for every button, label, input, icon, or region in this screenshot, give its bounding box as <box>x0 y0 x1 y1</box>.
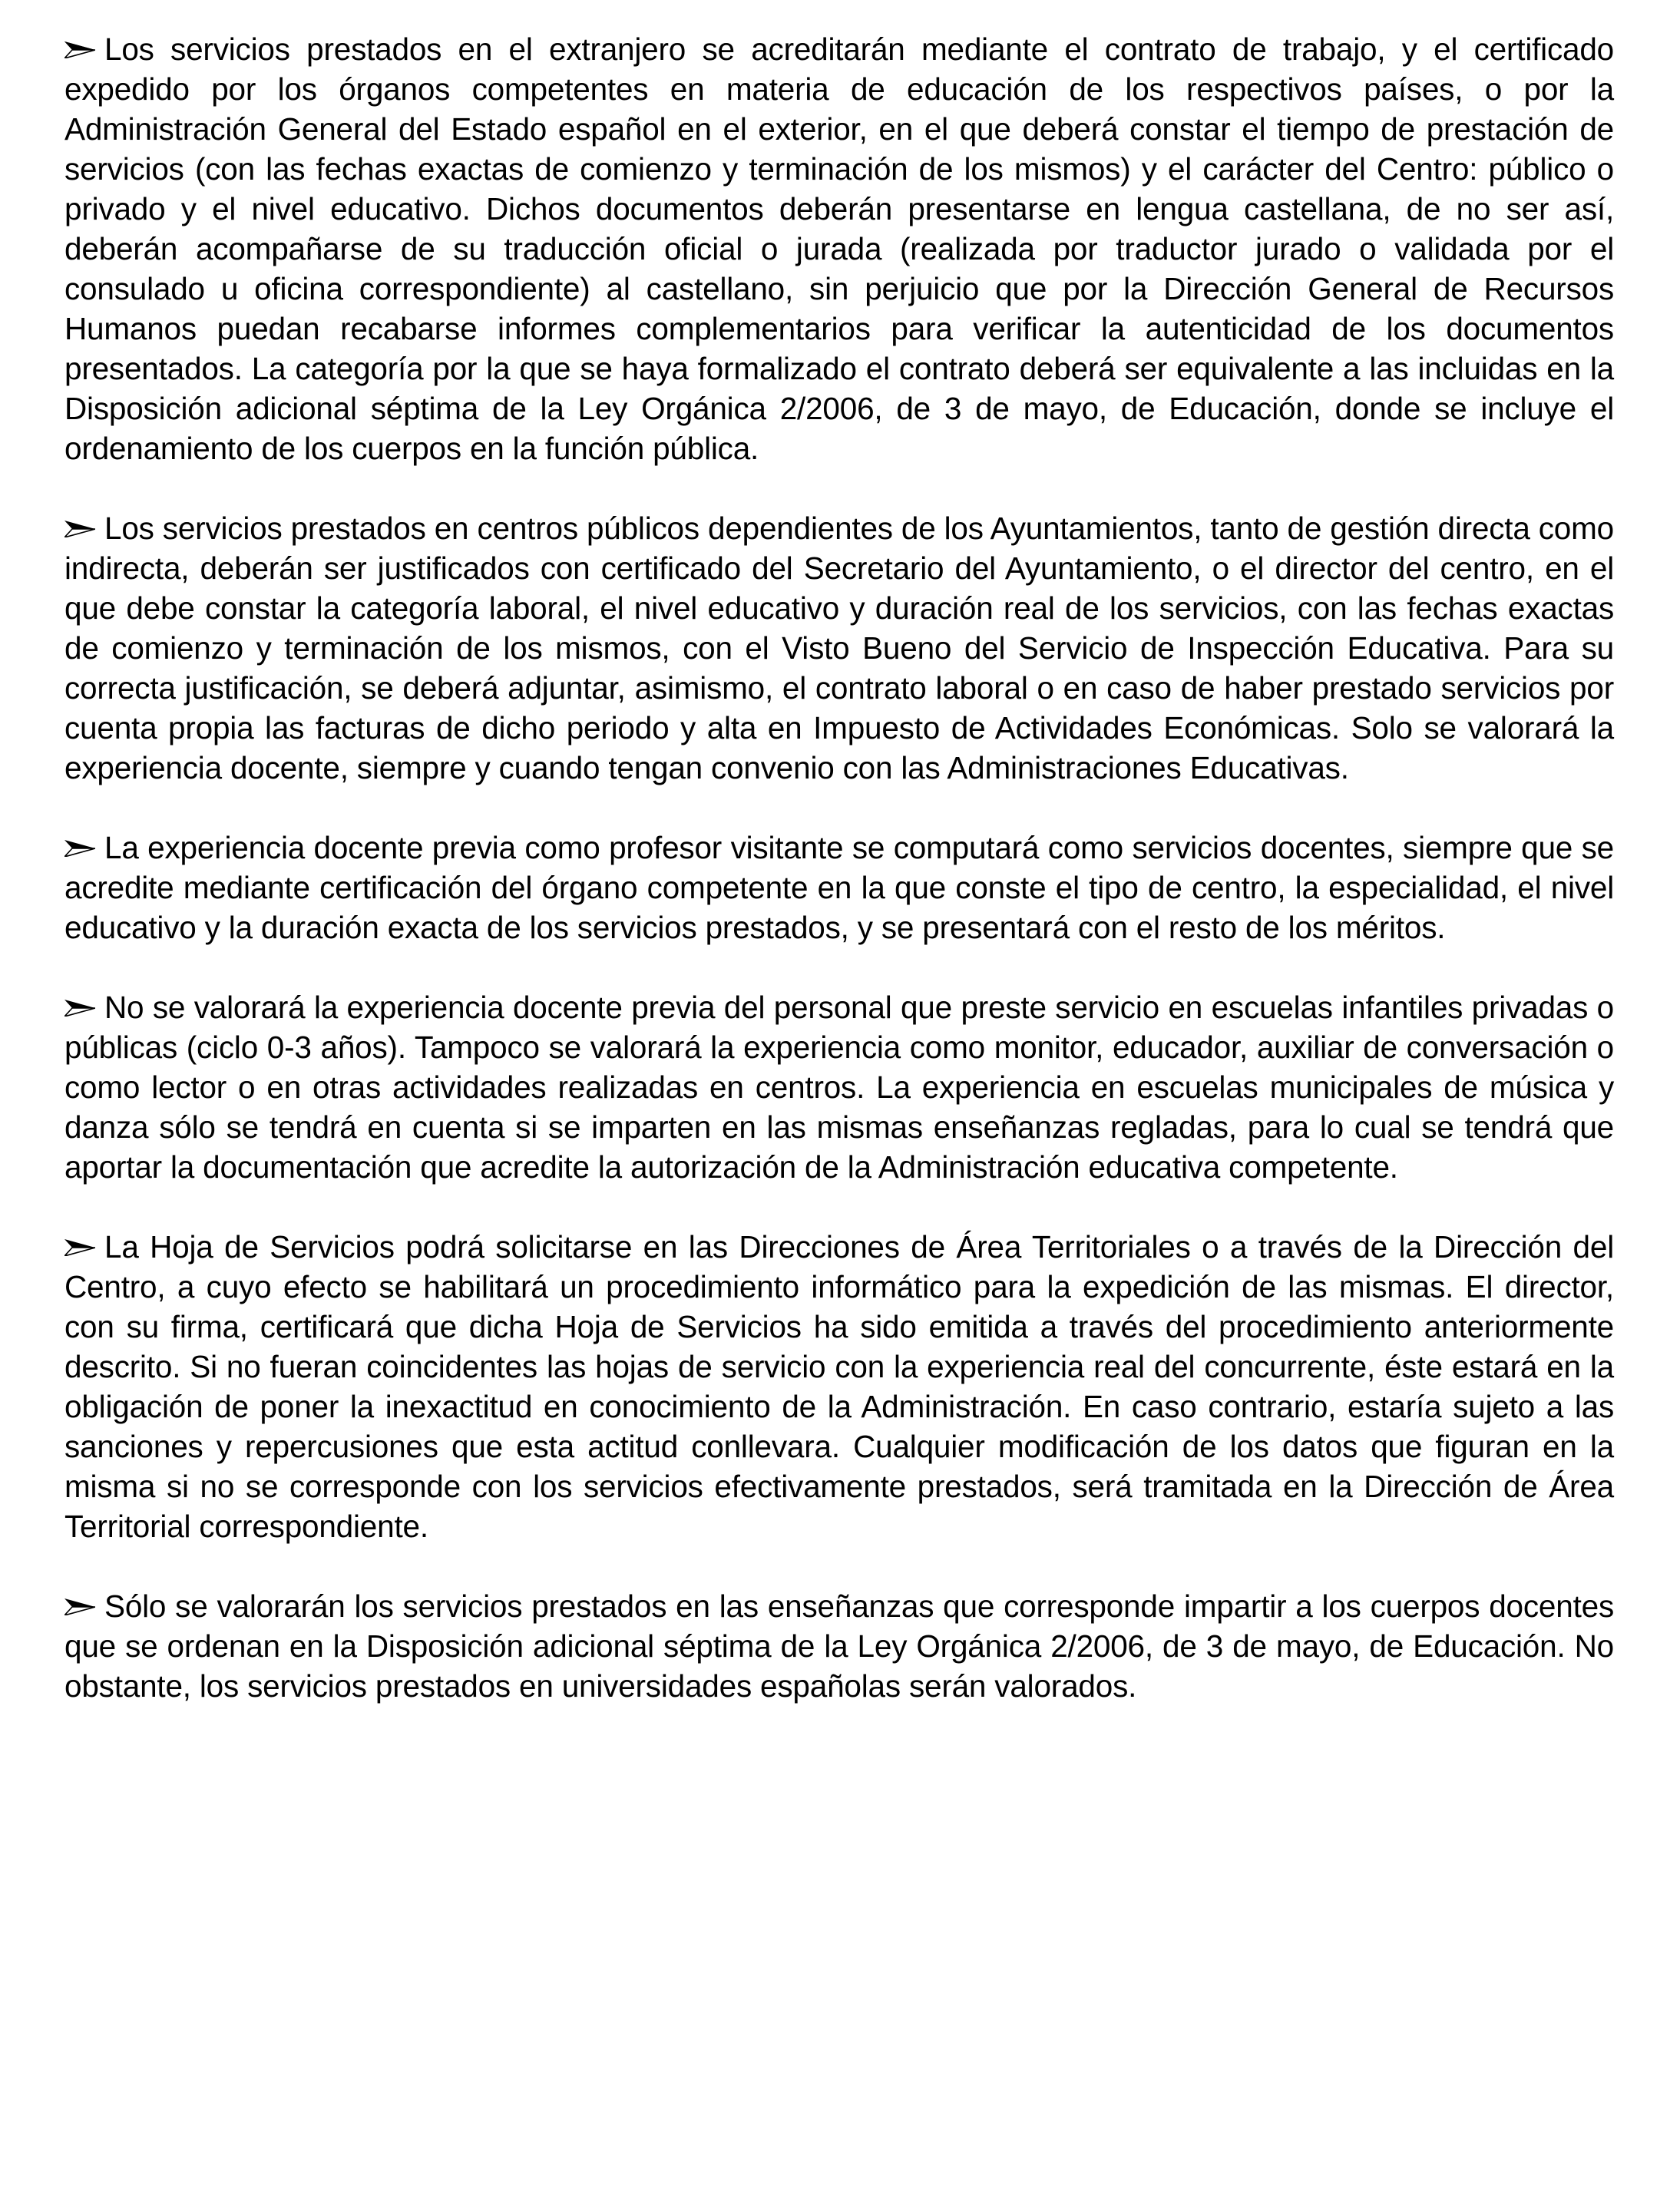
arrowhead-bullet-icon <box>64 1598 95 1615</box>
arrowhead-bullet-icon <box>64 41 95 58</box>
paragraph-valued-services <box>64 1586 1614 1706</box>
paragraph-text: Los servicios prestados en el extranjero se acreditarán mediante el contrato de trabajo, y el certificado expedido por los órganos competentes en materia de educación de los respectivos países, o por la Administración General del Estado español en el exterior, en el que deberá constar el tiempo de prestación de servicios (con las fechas exactas de comienzo y terminación de los mismos) y el carácter del Centro: público o privado y el nivel educativo. Dichos documentos deberán presentarse en lengua castellana, de no ser así, deberán acompañarse de su traducción oficial o jurada (realizada por traductor jurado o validada por el consulado u oficina correspondiente) al castellano, sin perjuicio que por la Dirección General de Recursos Humanos puedan recabarse informes complementarios para verificar la autenticidad de los documentos presentados. La categoría por la que se haya formalizado el contrato deberá ser equivalente a las incluidas en la Disposición adicional séptima de la Ley Orgánica 2/2006, de 3 de mayo, de Educación, donde se incluye el ordenamiento de los cuerpos en la función pública. <box>64 31 1614 466</box>
paragraph-visiting-professor <box>64 828 1614 947</box>
paragraph-text: No se valorará la experiencia docente previa del personal que preste servicio en escuelas infantiles privadas o públicas (ciclo 0-3 años). Tampoco se valorará la experiencia como monitor, educador, auxiliar de conversación o como lector o en otras actividades realizadas en centros. La experiencia en escuelas municipales de música y danza sólo se tendrá en cuenta si se imparten en las mismas enseñanzas regladas, para lo cual se tendrá que aportar la documentación que acredite la autorización de la Administración educativa competente. <box>64 990 1614 1185</box>
paragraph-excluded-experience <box>64 987 1614 1187</box>
paragraph-foreign-services <box>64 29 1614 468</box>
arrowhead-bullet-icon <box>64 1000 95 1017</box>
document-page <box>64 29 1614 1746</box>
paragraph-municipal-centers <box>64 508 1614 788</box>
paragraph-text: La Hoja de Servicios podrá solicitarse en las Direcciones de Área Territoriales o a través de la Dirección del Centro, a cuyo efecto se habilitará un procedimiento informático para la expedición de las mismas. El director, con su firma, certificará que dicha Hoja de Servicios ha sido emitida a través del procedimiento anteriormente descrito. Si no fueran coincidentes las hojas de servicio con la experiencia real del concurrente, éste estará en la obligación de poner la inexactitud en conocimiento de la Administración. En caso contrario, estaría sujeto a las sanciones y repercusiones que esta actitud conllevara. Cualquier modificación de los datos que figuran en la misma si no se corresponde con los servicios efectivamente prestados, será tramitada en la Dirección de Área Territorial correspondiente. <box>64 1229 1614 1544</box>
paragraph-text: Los servicios prestados en centros públicos dependientes de los Ayuntamientos, tanto de gestión directa como indirecta, deberán ser justificados con certificado del Secretario del Ayuntamiento, o el director del centro, en el que debe constar la categoría laboral, el nivel educativo y duración real de los servicios, con las fechas exactas de comienzo y terminación de los mismos, con el Visto Bueno del Servicio de Inspección Educativa. Para su correcta justificación, se deberá adjuntar, asimismo, el contrato laboral o en caso de haber prestado servicios por cuenta propia las facturas de dicho periodo y alta en Impuesto de Actividades Económicas. Solo se valorará la experiencia docente, siempre y cuando tengan convenio con las Administraciones Educativas. <box>64 511 1614 785</box>
paragraph-text: La experiencia docente previa como profesor visitante se computará como servicios docentes, siempre que se acredite mediante certificación del órgano competente en la que conste el tipo de centro, la especialidad, el nivel educativo y la duración exacta de los servicios prestados, y se presentará con el resto de los méritos. <box>64 830 1614 945</box>
arrowhead-bullet-icon <box>64 1239 95 1256</box>
paragraph-service-sheet <box>64 1227 1614 1546</box>
arrowhead-bullet-icon <box>64 521 95 537</box>
paragraph-text: Sólo se valorarán los servicios prestados en las enseñanzas que corresponde impartir a los cuerpos docentes que se ordenan en la Disposición adicional séptima de la Ley Orgánica 2/2006, de 3 de mayo, de Educación. No obstante, los servicios prestados en universidades españolas serán valorados. <box>64 1588 1614 1704</box>
arrowhead-bullet-icon <box>64 840 95 857</box>
